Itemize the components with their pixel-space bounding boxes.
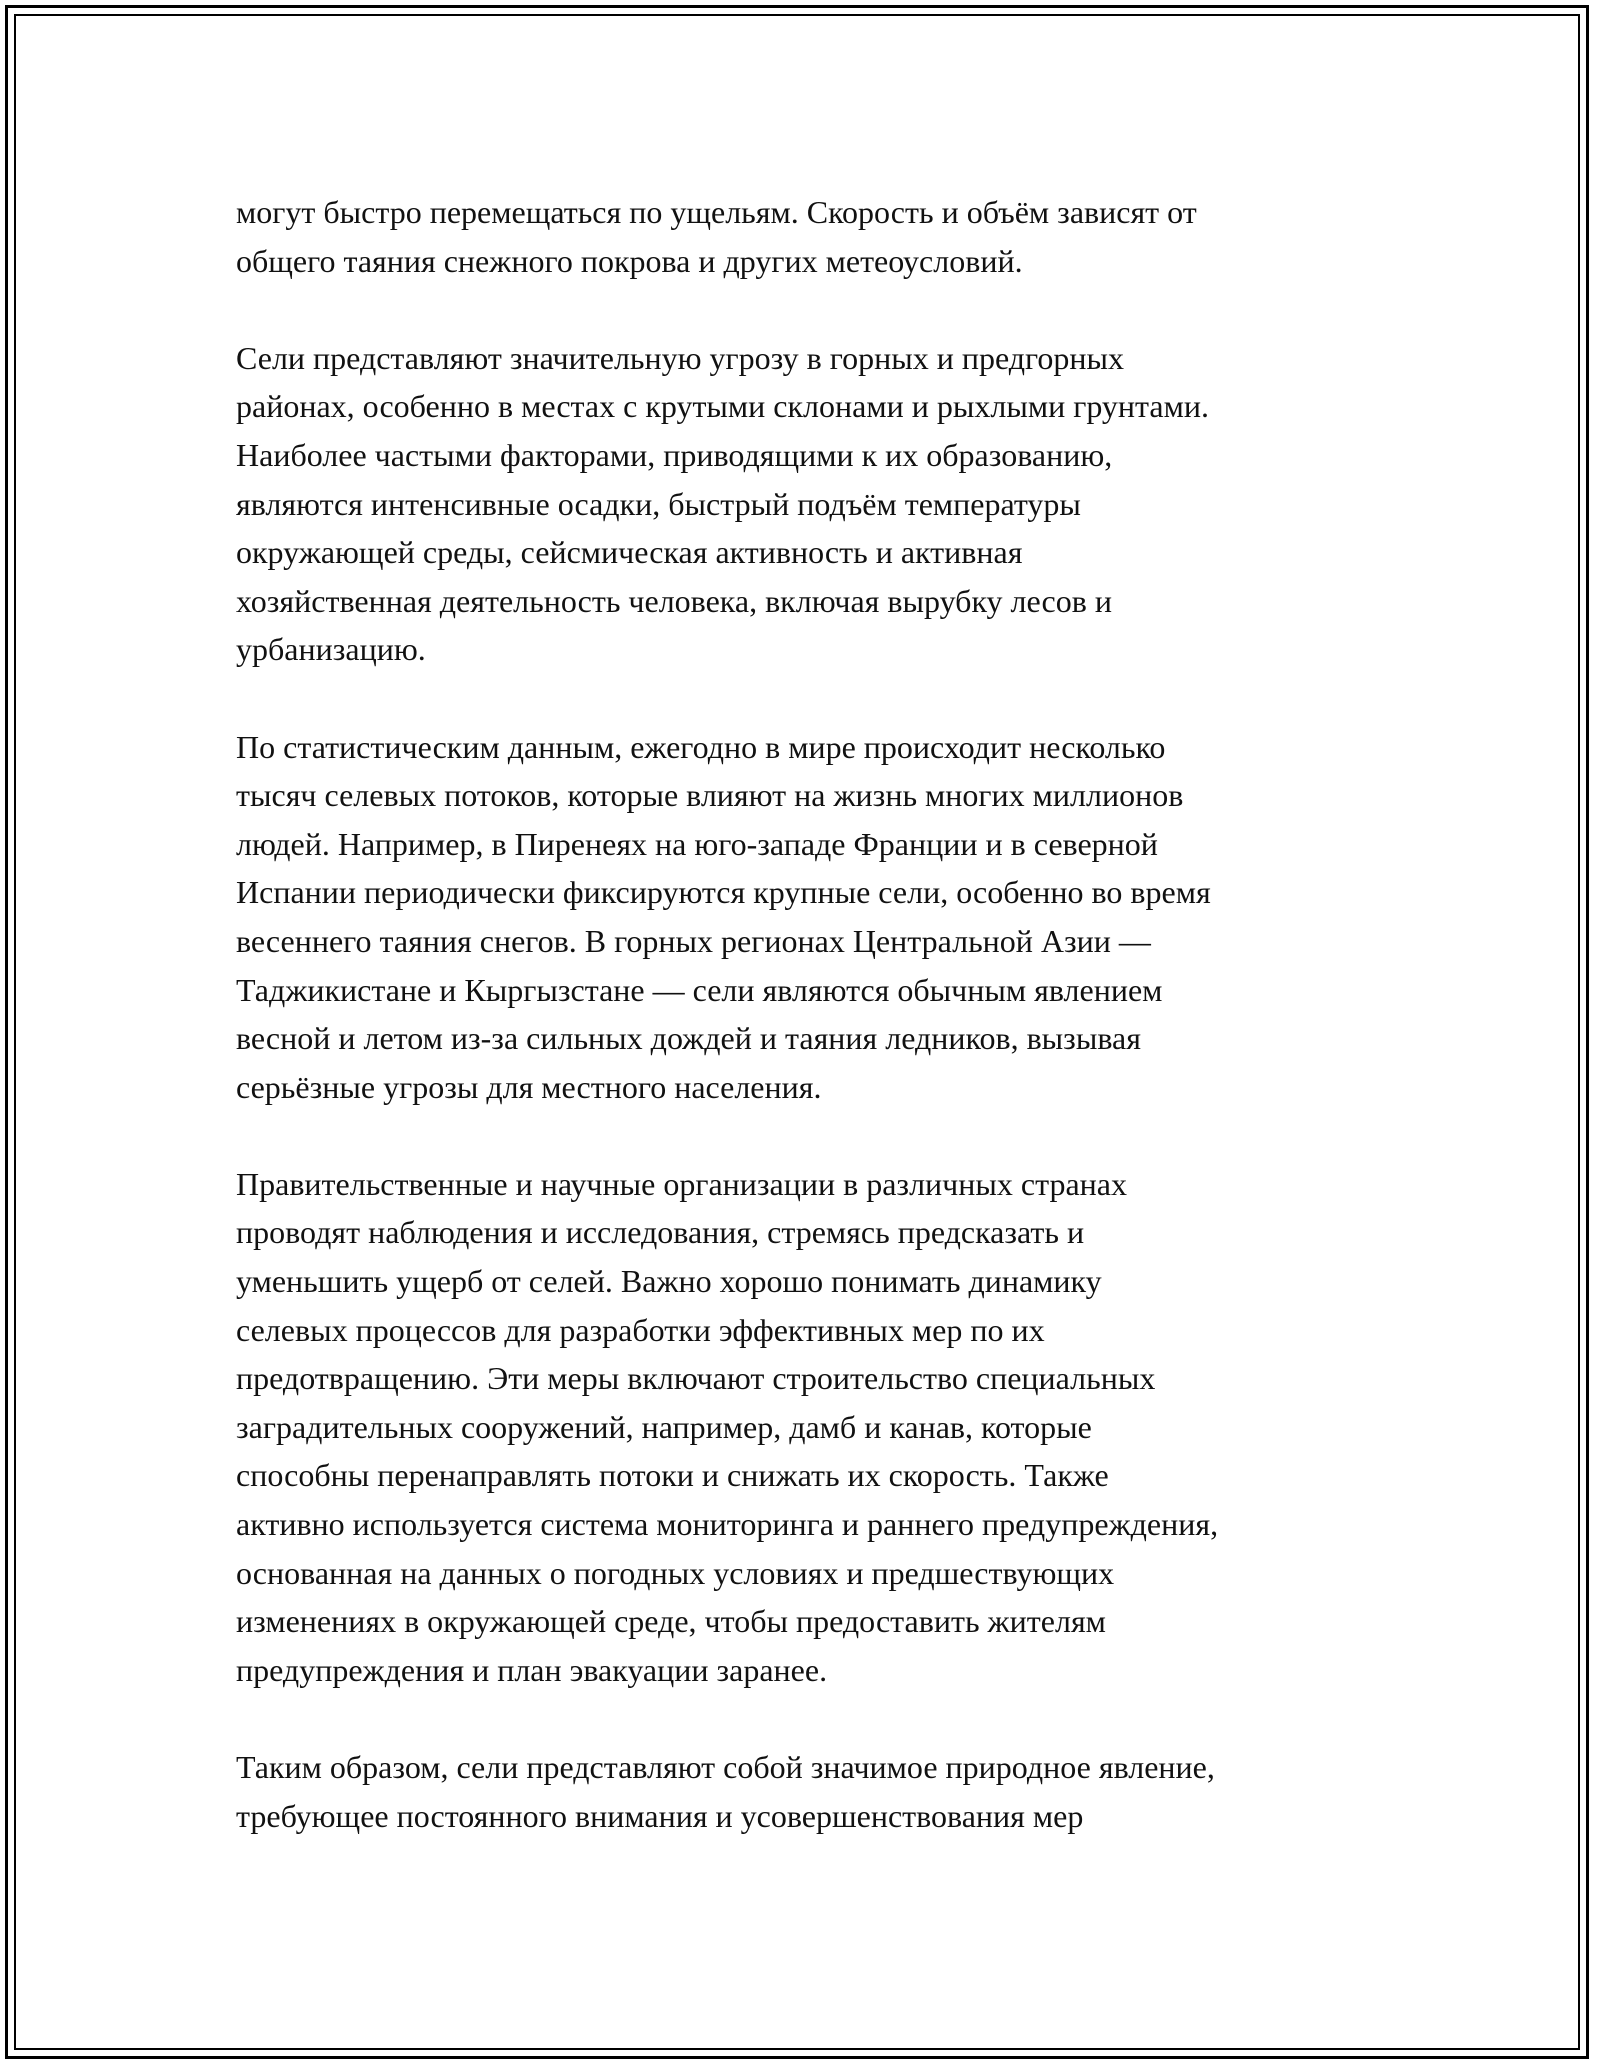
text-line: серьёзные угрозы для местного населения. — [236, 1068, 822, 1105]
text-line: способны перенаправлять потоки и снижать их скорость. Также — [236, 1457, 1109, 1494]
text-line: общего таяния снежного покрова и других метеоусловий. — [236, 242, 1023, 279]
paragraph-1 — [236, 188, 1376, 285]
text-line: хозяйственная деятельность человека, включая вырубку лесов и — [236, 582, 1112, 619]
text-line: активно используется система мониторинга и раннего предупреждения, — [236, 1506, 1219, 1543]
text-line: тысяч селевых потоков, которые влияют на жизнь многих миллионов — [236, 777, 1184, 814]
text-line: Таджикистане и Кыргызстане — сели являются обычным явлением — [236, 971, 1163, 1008]
text-line: урбанизацию. — [236, 631, 426, 668]
text-line: По статистическим данным, ежегодно в мире происходит несколько — [236, 728, 1166, 765]
text-line: Сели представляют значительную угрозу в горных и предгорных — [236, 339, 1124, 376]
text-line: уменьшить ущерб от селей. Важно хорошо понимать динамику — [236, 1263, 1102, 1300]
text-line: требующее постоянного внимания и усовершенствования мер — [236, 1797, 1084, 1834]
text-line: весной и летом из-за сильных дождей и таяния ледников, вызывая — [236, 1020, 1141, 1057]
text-line: Испании периодически фиксируются крупные сели, особенно во время — [236, 874, 1211, 911]
paragraph-5 — [236, 1743, 1376, 1840]
text-line: людей. Например, в Пиренеях на юго-западе Франции и в северной — [236, 825, 1158, 862]
text-line: Наиболее частыми факторами, приводящими к их образованию, — [236, 436, 1113, 473]
text-line: предупреждения и план эвакуации заранее. — [236, 1651, 828, 1688]
text-line: являются интенсивные осадки, быстрый подъём температуры — [236, 485, 1081, 522]
text-line: Правительственные и научные организации в различных странах — [236, 1165, 1127, 1202]
text-line: селевых процессов для разработки эффективных мер по их — [236, 1311, 1045, 1348]
text-line: весеннего таяния снегов. В горных регионах Центральной Азии — — [236, 922, 1151, 959]
paragraph-4 — [236, 1160, 1376, 1695]
text-line: могут быстро перемещаться по ущельям. Скорость и объём зависят от — [236, 194, 1197, 230]
text-line: предотвращению. Эти меры включают строительство специальных — [236, 1360, 1156, 1397]
text-line: окружающей среды, сейсмическая активность и активная — [236, 534, 1023, 571]
text-line: районах, особенно в местах с крутыми склонами и рыхлыми грунтами. — [236, 388, 1209, 425]
paragraph-2 — [236, 334, 1376, 674]
text-line: проводят наблюдения и исследования, стремясь предсказать и — [236, 1214, 1085, 1251]
text-line: Таким образом, сели представляют собой значимое природное явление, — [236, 1749, 1215, 1785]
text-line: основанная на данных о погодных условиях и предшествующих — [236, 1554, 1115, 1591]
text-line: изменениях в окружающей среде, чтобы предоставить жителям — [236, 1603, 1106, 1640]
document-body — [236, 188, 1376, 1889]
paragraph-3 — [236, 723, 1376, 1112]
text-line: заградительных сооружений, например, дамб и канав, которые — [236, 1408, 1092, 1445]
